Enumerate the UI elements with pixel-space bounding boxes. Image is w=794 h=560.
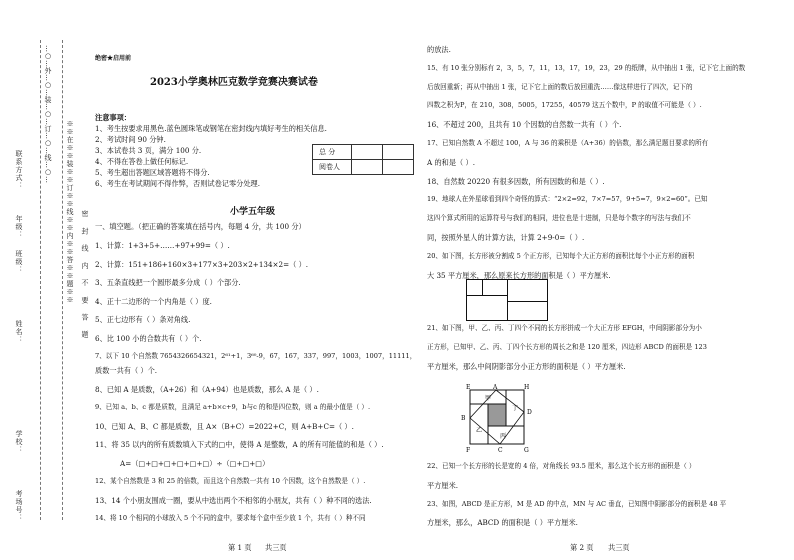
notes-title: 注意事项： (95, 113, 131, 122)
question-19-cont: 这四个算式所用的运算符号与我们的相同，进位也是十进制，只是每个数字的写法与我们不 (427, 214, 691, 223)
q21-figure (458, 382, 536, 454)
name-label: 姓名： (15, 320, 23, 344)
label-G: G (524, 447, 529, 454)
question-list-left (95, 242, 416, 534)
question-7-cont: 质数一共有（ ）个. (95, 366, 158, 375)
secret-mark: 绝密★启用前 (95, 55, 132, 62)
note-item: 2、考试时间 90 分钟. (95, 134, 166, 144)
question-21-cont: 正方形，已知甲、乙、丙、丁四个长方形的周长之和是 120 厘米，四边形 ABCD 的面积是 123 (427, 342, 707, 351)
label-D: D (527, 409, 532, 416)
question-20-cont: 大 35 平方厘米，那么原来长方形的面积是（ ）平方厘米. (427, 270, 611, 280)
seal-words: 密 封 线 内 不 要 答 题 (81, 210, 89, 342)
seal-line-text-outer: …○…外…○…装…○…订…○…线…○… (44, 45, 52, 183)
label-E: E (466, 384, 471, 391)
question-23: 23、如图，ABCD 是正方形，M 是 AD 的中点，MN 与 AC 垂直，已知图中阴影部分的面积是 48 平 (427, 499, 727, 508)
question-22: 22、已知一个长方形的长是宽的 4 倍，对角线长 93.5 厘米，那么这个长方形的面积是（ ） (427, 462, 696, 470)
question-14-cont: 的放法. (427, 45, 451, 54)
question-14: 14、将 10 个相同的小球放入 5 个不同的盒中，要求每个盒中至少放 1 个，共有（ ）种不同 (95, 514, 366, 522)
page-number-right: 第 2 页 (570, 543, 594, 552)
label-B: B (461, 415, 466, 422)
question-21: 21、如下图，甲、乙、丙、丁四个不同的长方形拼成一个大正方形 EFGH，中间阴影部分为小 (427, 324, 702, 332)
label-H: H (524, 384, 530, 391)
question-15: 15、有 10 张分别标有 2，3，5，7，11，13，17，19，23，29 的纸牌，从中抽出 1 张，记下它上面的数 (427, 63, 746, 72)
exam-title: 2023小学奥林匹克数学竞赛决赛试卷 (150, 77, 318, 88)
grader-cell[interactable] (352, 160, 383, 175)
seal-warning-text: ※※在※※装※※订※※线※※内※※答※※题※※ (66, 120, 74, 304)
grader-label: 阅卷人 (313, 160, 352, 175)
grade-heading: 小学五年级 (230, 207, 276, 217)
question-19: 19、地球人在外星球看到四个奇怪的算式：“2×2=92，7×7=57，9+5=7，9×2=60”。已知 (427, 195, 708, 204)
question-16: 16、不超过 200，且共有 10 个因数的自然数一共有（ ）个. (427, 120, 622, 130)
question-4: 4、正十二边形的一个内角是（ ）度. (95, 296, 212, 306)
label-ding: 丁 (512, 405, 519, 412)
label-C: C (498, 447, 503, 454)
question-12: 12、某个自然数是 3 和 25 的倍数，而且这个自然数一共有 10 个因数，这个自然数是（ ）. (95, 477, 366, 485)
total-score-cell[interactable] (352, 145, 383, 160)
question-3: 3、五条直线把一个圆形最多分成（ ）个部分. (95, 278, 241, 287)
question-19-cont-2: 同，按照外星人的计算方法，计算 2+9-0=（ ）. (427, 232, 585, 242)
label-yi: 乙 (476, 427, 483, 434)
question-1: 1、计算：1+3+5+……+97+99=（ ）. (95, 241, 230, 250)
question-11-formula: A=（□+□+□+□+□+□）÷（□+□+□） (120, 458, 270, 468)
question-15-cont-2: 四数之积为P，在 210，308，5005，17255，40579 这五个数中，P 的取值不可能是（ ）. (427, 101, 702, 110)
grade-label: 年级： (15, 215, 23, 239)
q20-figure (466, 279, 548, 321)
label-jia: 甲 (485, 395, 492, 402)
total-score-label: 总 分 (313, 145, 352, 160)
question-8: 8、已知 A 是质数，（A+26）和（A+94）也是质数，那么 A 是（ ）. (95, 384, 319, 394)
question-15-cont: 后放回重新；再从中抽出 1 张，记下它上面的数后放回重洗……像这样进行了四次，记下的 (427, 82, 693, 91)
question-21-cont-2: 平方厘米，那么中间阴影部分小正方形的面积是（ ）平方厘米. (427, 361, 626, 371)
question-2: 2、计算：151+186+160×3+177×3+203×2+134×2=（ ）. (95, 259, 309, 269)
question-10: 10、已知 A、B、C 都是质数，且 A×（B+C）=2022+C，则 A+B+C=（ ）. (95, 421, 354, 431)
question-7: 7、以下 10 个自然数 7654326654321，2⁶¹+1，3⁶⁰-9，67，167，337，997，1003，1007，11111， (95, 352, 417, 360)
contact-label: 联系方式： (15, 150, 23, 190)
question-11: 11、将 35 以内的所有质数填入下式的□中，使得 A 是整数，A 的所有可能值的和是（ ）. (95, 440, 384, 449)
question-17-cont: A 的和是（ ）. (427, 157, 475, 167)
page-total-left: 共三页 (265, 543, 287, 552)
score-table (312, 144, 414, 175)
question-17: 17、已知自然数 A 不超过 100，A 与 36 的乘积是（A+36）的倍数，那么满足题目要求的所有 (427, 138, 709, 147)
question-22-cont: 平方厘米. (427, 480, 459, 490)
note-item: 3、本试卷共 3 页，满分 100 分. (95, 145, 202, 155)
question-23-cont: 方厘米，那么，ABCD 的面积是（ ）平方厘米. (427, 518, 578, 528)
question-9: 9、已知 a、b、c 都是质数，且满足 a+b×c+9，b与c 的和是四位数，则 a 的最小值是（ ）. (95, 403, 371, 411)
question-5: 5、正七边形有（ ）条对角线. (95, 315, 191, 324)
note-item: 6、考生在考试期间不得作弊，否则试卷记零分处理. (95, 178, 260, 188)
question-20: 20、如下图，长方形被分割成 5 个正方形，已知每个大正方形的面积比每个小正方形的面积 (427, 251, 695, 260)
label-A: A (493, 384, 498, 391)
label-F: F (466, 447, 471, 454)
label-bing: 丙 (500, 433, 507, 440)
exam-room-label: 考场号： (15, 490, 23, 522)
total-score-cell-2[interactable] (383, 145, 414, 160)
grader-cell-2[interactable] (383, 160, 414, 175)
dashed-seal-line-inner (62, 40, 63, 520)
question-list-right-b (427, 325, 707, 381)
school-label: 学校： (15, 430, 23, 454)
page-total-right: 共三页 (608, 543, 630, 552)
class-label: 班级： (15, 250, 23, 274)
note-item: 5、考生超出答题区域答题将不得分. (95, 167, 210, 177)
note-item: 4、不得在答卷上做任何标记. (95, 156, 189, 166)
section-heading: 一、填空题。（把正确的答案填在括号内，每题 4 分，共 100 分） (95, 222, 306, 231)
question-list-right-c (427, 463, 726, 538)
question-13: 13、14 个小朋友围成一圈，要从中选出两个不相邻的小朋友，共有（ ）种不同的选法. (95, 495, 372, 505)
dashed-seal-line-outer (40, 40, 41, 520)
page-number-left: 第 1 页 (228, 543, 252, 552)
question-list-right-a (427, 46, 745, 290)
notes-list (95, 125, 327, 188)
question-18: 18、自然数 20220 有很多因数，所有因数的和是（ ）. (427, 176, 605, 186)
note-item: 1、考生按要求用黑色.蓝色圆珠笔或钢笔在密封线内填好考生的相关信息. (95, 124, 327, 133)
question-6: 6、比 100 小的合数共有（ ）个. (95, 333, 202, 343)
